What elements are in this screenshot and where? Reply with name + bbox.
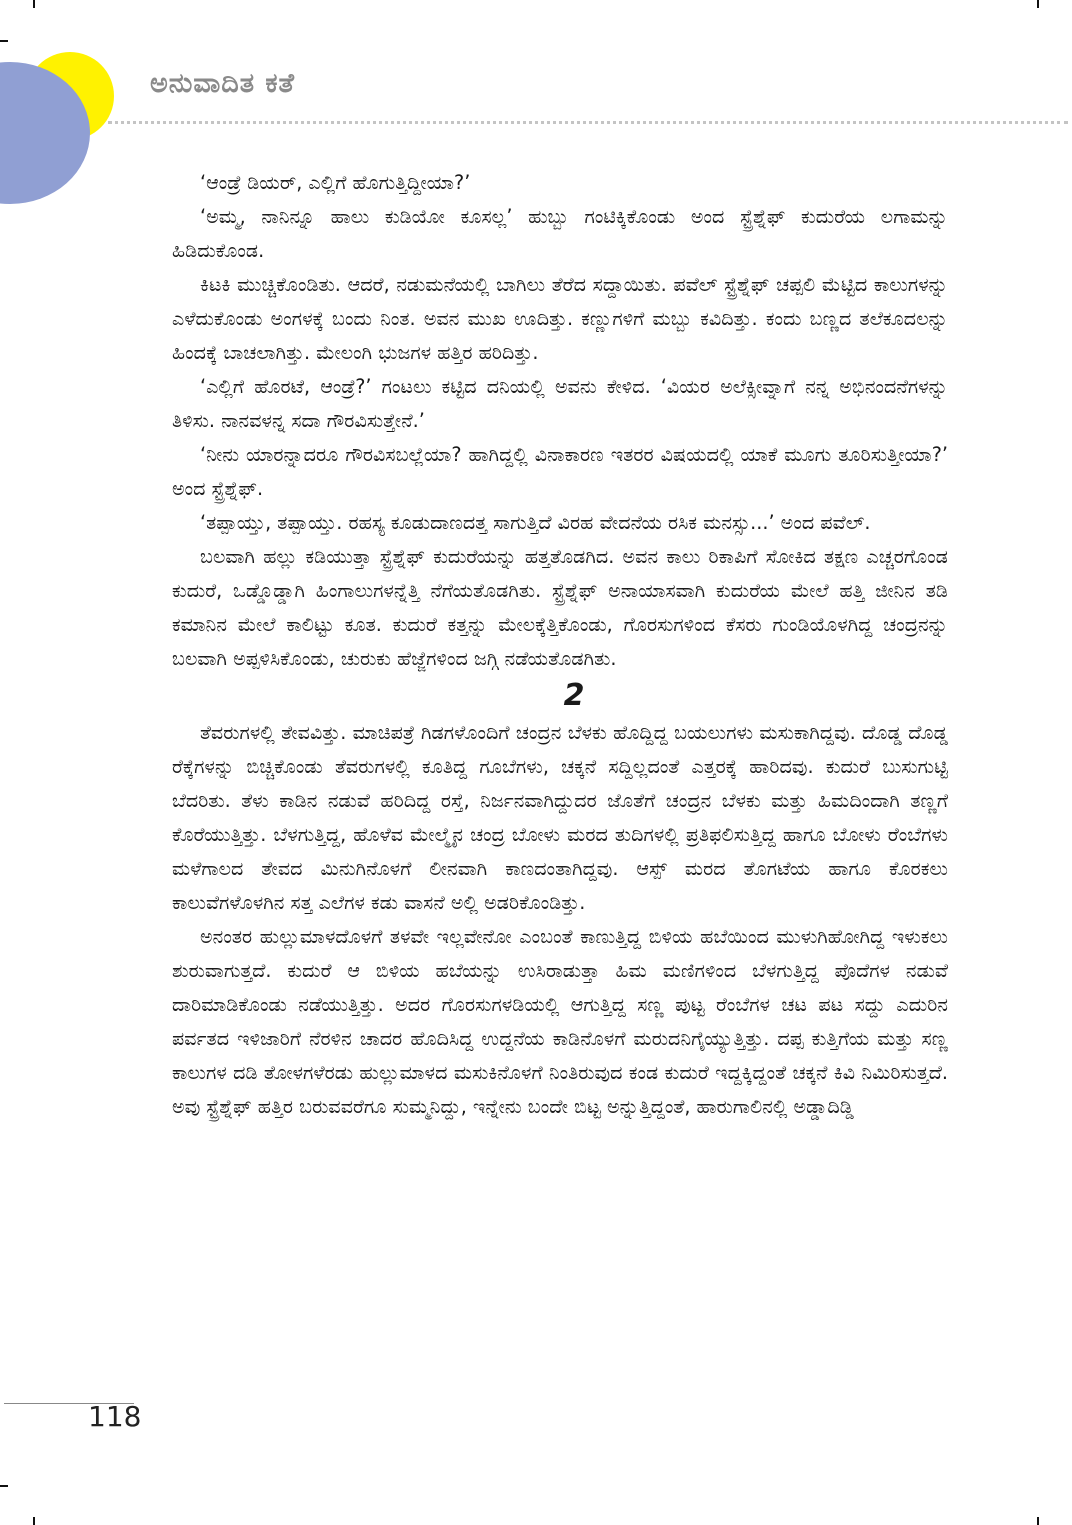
story-body <box>172 166 948 1124</box>
paragraph: ‘ಎಲ್ಲಿಗೆ ಹೊರಟೆ, ಆಂಡ್ರೆ?’ ಗಂಟಲು ಕಟ್ಟಿದ ದನಿಯಲ್ಲಿ ಅವನು ಕೇಳಿದ. ‘ವಿಯರ ಅಲೆಕ್ಸೀವ್ನಾಗೆ ನನ್ನ ಅಭಿನಂದನೆಗಳನ್ನು ತಿಳಿಸು. ನಾನವಳನ್ನ ಸದಾ ಗೌರವಿಸುತ್ತೇನೆ.’ <box>172 375 948 432</box>
paragraph: ಅನಂತರ ಹುಲ್ಲುಮಾಳದೊಳಗೆ ತಳವೇ ಇಲ್ಲವೇನೋ ಎಂಬಂತೆ ಕಾಣುತ್ತಿದ್ದ ಬಿಳಿಯ ಹಬೆಯಿಂದ ಮುಳುಗಿಹೋಗಿದ್ದ ಇಳುಕಲು ಶುರುವಾಗುತ್ತದೆ. ಕುದುರೆ ಆ ಬಿಳಿಯ ಹಬೆಯನ್ನು ಉಸಿರಾಡುತ್ತಾ ಹಿಮ ಮಣಿಗಳಿಂದ ಬೆಳಗುತ್ತಿದ್ದ ಪೊದೆಗಳ ನಡುವೆ ದಾರಿಮಾಡಿಕೊಂಡು ನಡೆಯುತ್ತಿತ್ತು. ಅದರ ಗೊರಸುಗಳಡಿಯಲ್ಲಿ ಆಗುತ್ತಿದ್ದ ಸಣ್ಣ ಪುಟ್ಟ ರೆಂಬೆಗಳ ಚಟ ಪಟ ಸದ್ದು ಎದುರಿನ ಪರ್ವತದ ಇಳಿಜಾರಿಗೆ ನೆರಳಿನ ಚಾದರ ಹೊದಿಸಿದ್ದ ಉದ್ದನೆಯ ಕಾಡಿನೊಳಗೆ ಮರುದನಿಗೈಯ್ಯುತ್ತಿತ್ತು. ದಪ್ಪ ಕುತ್ತಿಗೆಯ ಮತ್ತು ಸಣ್ಣ ಕಾಲುಗಳ ದಡಿ ತೋಳಗಳೆರಡು ಹುಲ್ಲುಮಾಳದ ಮಸುಕಿನೊಳಗೆ ನಿಂತಿರುವುದ ಕಂಡ ಕುದುರೆ ಇದ್ದಕ್ಕಿದ್ದಂತೆ ಚಕ್ಕನೆ ಕಿವಿ ನಿಮಿರಿಸುತ್ತದೆ. ಅವು ಸ್ಟ್ರೆಶ್ನೆಫ್ ಹತ್ತಿರ ಬರುವವರೆಗೂ ಸುಮ್ಮನಿದ್ದು, ಇನ್ನೇನು ಬಂದೇ ಬಿಟ್ಟ ಅನ್ನುತ್ತಿದ್ದಂತೆ, ಹಾರುಗಾಲಿನಲ್ಲಿ ಅಡ್ಡಾದಿಡ್ಡಿ <box>172 925 948 1118</box>
crop-mark <box>0 1485 8 1487</box>
section-number: 2 <box>563 678 585 713</box>
paragraph: ‘ನೀನು ಯಾರನ್ನಾದರೂ ಗೌರವಿಸಬಲ್ಲೆಯಾ? ಹಾಗಿದ್ದಲ್ಲಿ ವಿನಾಕಾರಣ ಇತರರ ವಿಷಯದಲ್ಲಿ ಯಾಕೆ ಮೂಗು ತೂರಿಸುತ್ತೀಯಾ?’ ಅಂದ ಸ್ಟ್ರೆಶ್ನೆಫ್. <box>172 443 948 500</box>
crop-mark <box>33 1517 35 1525</box>
paragraph: ತೆವರುಗಳಲ್ಲಿ ತೇವವಿತ್ತು. ಮಾಚಿಪತ್ರೆ ಗಿಡಗಳೊಂದಿಗೆ ಚಂದ್ರನ ಬೆಳಕು ಹೊದ್ದಿದ್ದ ಬಯಲುಗಳು ಮಸುಕಾಗಿದ್ದವು. ದೊಡ್ಡ ದೊಡ್ಡ ರೆಕ್ಕೆಗಳನ್ನು ಬಿಚ್ಚಿಕೊಂಡು ತೆವರುಗಳಲ್ಲಿ ಕೂತಿದ್ದ ಗೂಬೆಗಳು, ಚಕ್ಕನೆ ಸದ್ದಿಲ್ಲದಂತೆ ಎತ್ತರಕ್ಕೆ ಹಾರಿದವು. ಕುದುರೆ ಬುಸುಗುಟ್ಟಿ ಬೆದರಿತು. ತೆಳು ಕಾಡಿನ ನಡುವೆ ಹರಿದಿದ್ದ ರಸ್ತೆ, ನಿರ್ಜನವಾಗಿದ್ದುದರ ಜೊತೆಗೆ ಚಂದ್ರನ ಬೆಳಕು ಮತ್ತು ಹಿಮದಿಂದಾಗಿ ತಣ್ಣಗೆ ಕೊರೆಯುತ್ತಿತ್ತು. ಬೆಳಗುತ್ತಿದ್ದ, ಹೊಳೆವ ಮೇಲ್ಮೈನ ಚಂದ್ರ ಬೋಳು ಮರದ ತುದಿಗಳಲ್ಲಿ ಪ್ರತಿಫಲಿಸುತ್ತಿದ್ದ ಹಾಗೂ ಬೋಳು ರೆಂಬೆಗಳು ಮಳೆಗಾಲದ ತೇವದ ಮಿನುಗಿನೊಳಗೆ ಲೀನವಾಗಿ ಕಾಣದಂತಾಗಿದ್ದವು. ಆಸ್ಪ್ ಮರದ ತೊಗಟೆಯ ಹಾಗೂ ಕೊರಕಲು ಕಾಲುವೆಗಳೊಳಗಿನ ಸತ್ತ ಎಲೆಗಳ ಕಡು ವಾಸನೆ ಅಲ್ಲಿ ಅಡರಿಕೊಂಡಿತ್ತು. <box>172 721 948 914</box>
crop-mark <box>1037 1517 1039 1525</box>
crop-mark <box>1037 0 1039 8</box>
page-number: 118 <box>88 1400 142 1433</box>
crop-mark <box>33 0 35 8</box>
paragraph: ಬಲವಾಗಿ ಹಲ್ಲು ಕಡಿಯುತ್ತಾ ಸ್ಟ್ರೆಶ್ನೆಫ್ ಕುದುರೆಯನ್ನು ಹತ್ತತೊಡಗಿದ. ಅವನ ಕಾಲು ರಿಕಾಪಿಗೆ ಸೋಕಿದ ತಕ್ಷಣ ಎಚ್ಚರಗೊಂಡ ಕುದುರೆ, ಒಡ್ಡೊಡ್ಡಾಗಿ ಹಿಂಗಾಲುಗಳನ್ನೆತ್ತಿ ನೆಗೆಯತೊಡಗಿತು. ಸ್ಟ್ರೆಶ್ನೆಫ್ ಅನಾಯಾಸವಾಗಿ ಕುದುರೆಯ ಮೇಲೆ ಹತ್ತಿ ಜೀನಿನ ತಡಿ ಕಮಾನಿನ ಮೇಲೆ ಕಾಲಿಟ್ಟು ಕೂತ. ಕುದುರೆ ಕತ್ತನ್ನು ಮೇಲಕ್ಕೆತ್ತಿಕೊಂಡು, ಗೊರಸುಗಳಿಂದ ಕೆಸರು ಗುಂಡಿಯೊಳಗಿದ್ದ ಚಂದ್ರನನ್ನು ಬಲವಾಗಿ ಅಪ್ಪಳಿಸಿಕೊಂಡು, ಚುರುಕು ಹೆಜ್ಜೆಗಳಿಂದ ಜಗ್ಗಿ ನಡೆಯತೊಡಗಿತು. <box>172 545 948 670</box>
paragraph: ಕಿಟಕಿ ಮುಚ್ಚಿಕೊಂಡಿತು. ಆದರೆ, ನಡುಮನೆಯಲ್ಲಿ ಬಾಗಿಲು ತೆರೆದ ಸದ್ದಾಯಿತು. ಪವೆಲ್ ಸ್ಟ್ರೆಶ್ನೆಫ್ ಚಪ್ಪಲಿ ಮೆಟ್ಟಿದ ಕಾಲುಗಳನ್ನು ಎಳೆದುಕೊಂಡು ಅಂಗಳಕ್ಕೆ ಬಂದು ನಿಂತ. ಅವನ ಮುಖ ಊದಿತ್ತು. ಕಣ್ಣುಗಳಿಗೆ ಮಬ್ಬು ಕವಿದಿತ್ತು. ಕಂದು ಬಣ್ಣದ ತಲೆಕೂದಲನ್ನು ಹಿಂದಕ್ಕೆ ಬಾಚಲಾಗಿತ್ತು. ಮೇಲಂಗಿ ಭುಜಗಳ ಹತ್ತಿರ ಹರಿದಿತ್ತು. <box>172 273 948 364</box>
paragraph: ‘ಆಂಡ್ರೆ ಡಿಯರ್, ಎಲ್ಲಿಗೆ ಹೊಗುತ್ತಿದ್ದೀಯಾ?’ <box>200 171 471 194</box>
crop-mark <box>0 40 8 42</box>
paragraph: ‘ಅಮ್ಮ, ನಾನಿನ್ನೂ ಹಾಲು ಕುಡಿಯೋ ಕೂಸಲ್ಲ’ ಹುಬ್ಬು ಗಂಟಿಕ್ಕಿಕೊಂಡು ಅಂದ ಸ್ಟ್ರೆಶ್ನೆಫ್ ಕುದುರೆಯ ಲಗಾಮನ್ನು ಹಿಡಿದುಕೊಂಡ. <box>172 205 948 262</box>
paragraph: ‘ತಪ್ಪಾಯ್ತು, ತಪ್ಪಾಯ್ತು. ರಹಸ್ಯ ಕೂಡುದಾಣದತ್ತ ಸಾಗುತ್ತಿದೆ ವಿರಹ ವೇದನೆಯ ರಸಿಕ ಮನಸ್ಸು...’ ಅಂದ ಪವೆಲ್. <box>200 511 871 534</box>
section-title: ಅನುವಾದಿತ ಕತೆ <box>150 68 295 99</box>
header-dotted-rule <box>108 121 1068 124</box>
